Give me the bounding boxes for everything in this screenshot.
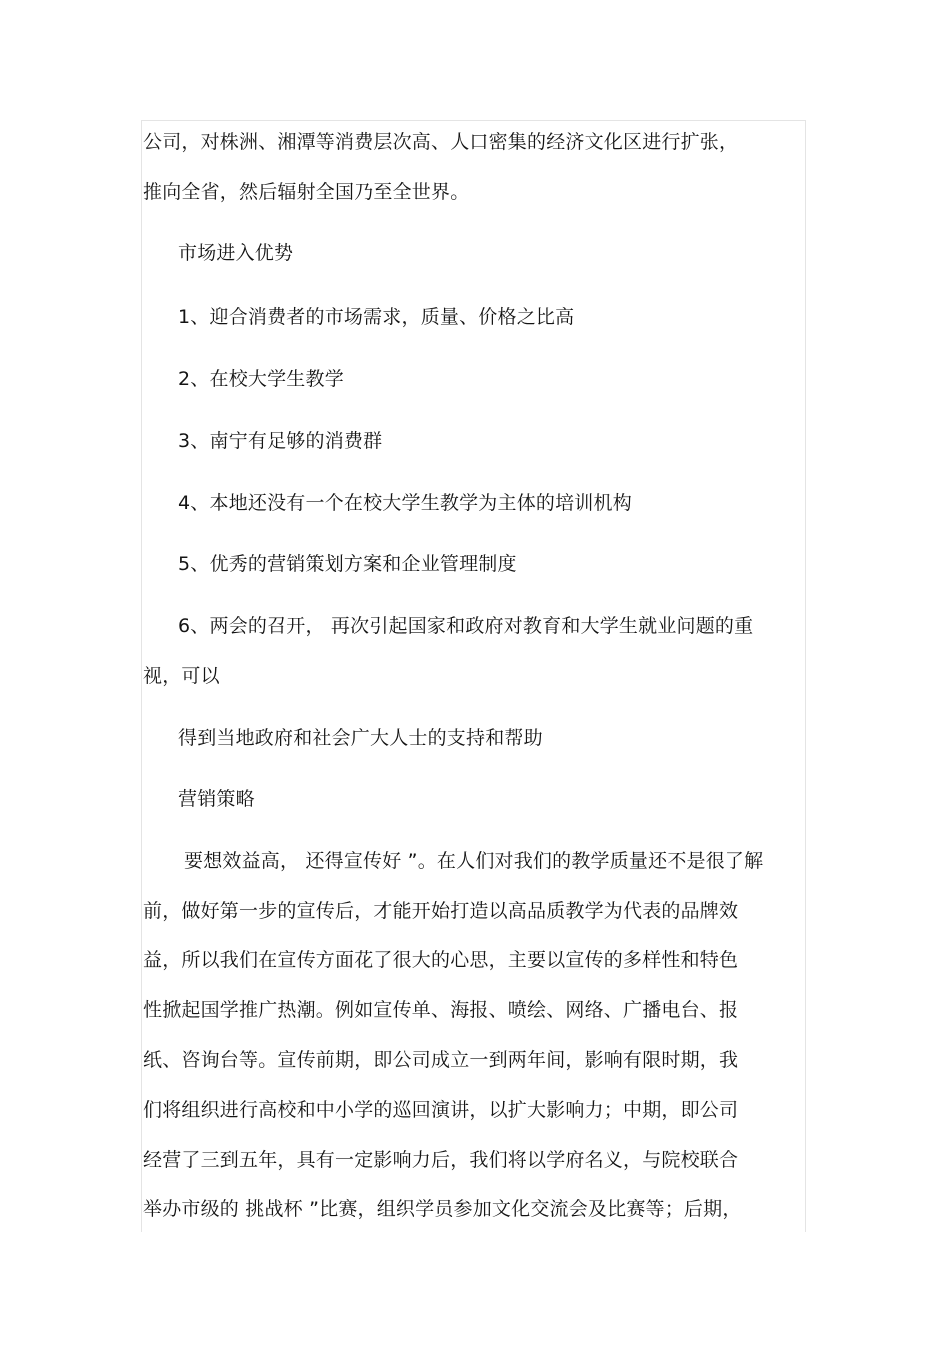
body-text-line: 性掀起国学推广热潮。例如宣传单、海报、喷绘、网络、广播电台、报 <box>143 999 739 1021</box>
body-text-line: 要想效益高， 还得宣传好 ”。在人们对我们的教学质量还不是很了解 <box>184 850 764 872</box>
body-text-line: 纸、咨询台等。宣传前期，即公司成立一到两年间，影响有限时期，我 <box>143 1049 739 1071</box>
body-text-line: 公司，对株洲、湘潭等消费层次高、人口密集的经济文化区进行扩张， <box>143 131 739 153</box>
body-text-line: 经营了三到五年，具有一定影响力后，我们将以学府名义，与院校联合 <box>143 1149 739 1171</box>
body-text-line: 们将组织进行高校和中小学的巡回演讲，以扩大影响力；中期，即公司 <box>143 1099 739 1121</box>
list-item: 1、迎合消费者的市场需求，质量、价格之比高 <box>178 306 575 328</box>
body-text-line: 视，可以 <box>143 665 220 687</box>
section-heading: 市场进入优势 <box>178 242 294 264</box>
list-item: 3、南宁有足够的消费群 <box>178 430 383 452</box>
section-heading: 营销策略 <box>178 788 255 810</box>
body-text-line: 推向全省，然后辐射全国乃至全世界。 <box>143 181 470 203</box>
body-text-line: 举办市级的 挑战杯 ”比赛，组织学员参加文化交流会及比赛等；后期， <box>143 1198 742 1220</box>
list-item: 4、本地还没有一个在校大学生教学为主体的培训机构 <box>178 492 632 514</box>
list-item: 5、优秀的营销策划方案和企业管理制度 <box>178 553 517 575</box>
body-text-line: 前，做好第一步的宣传后，才能开始打造以高品质教学为代表的品牌效 <box>143 900 739 922</box>
list-item: 2、在校大学生教学 <box>178 368 344 390</box>
list-item: 6、两会的召开， 再次引起国家和政府对教育和大学生就业问题的重 <box>178 615 754 637</box>
body-text-line: 得到当地政府和社会广大人士的支持和帮助 <box>178 727 543 749</box>
body-text-line: 益，所以我们在宣传方面花了很大的心思，主要以宣传的多样性和特色 <box>143 949 739 971</box>
